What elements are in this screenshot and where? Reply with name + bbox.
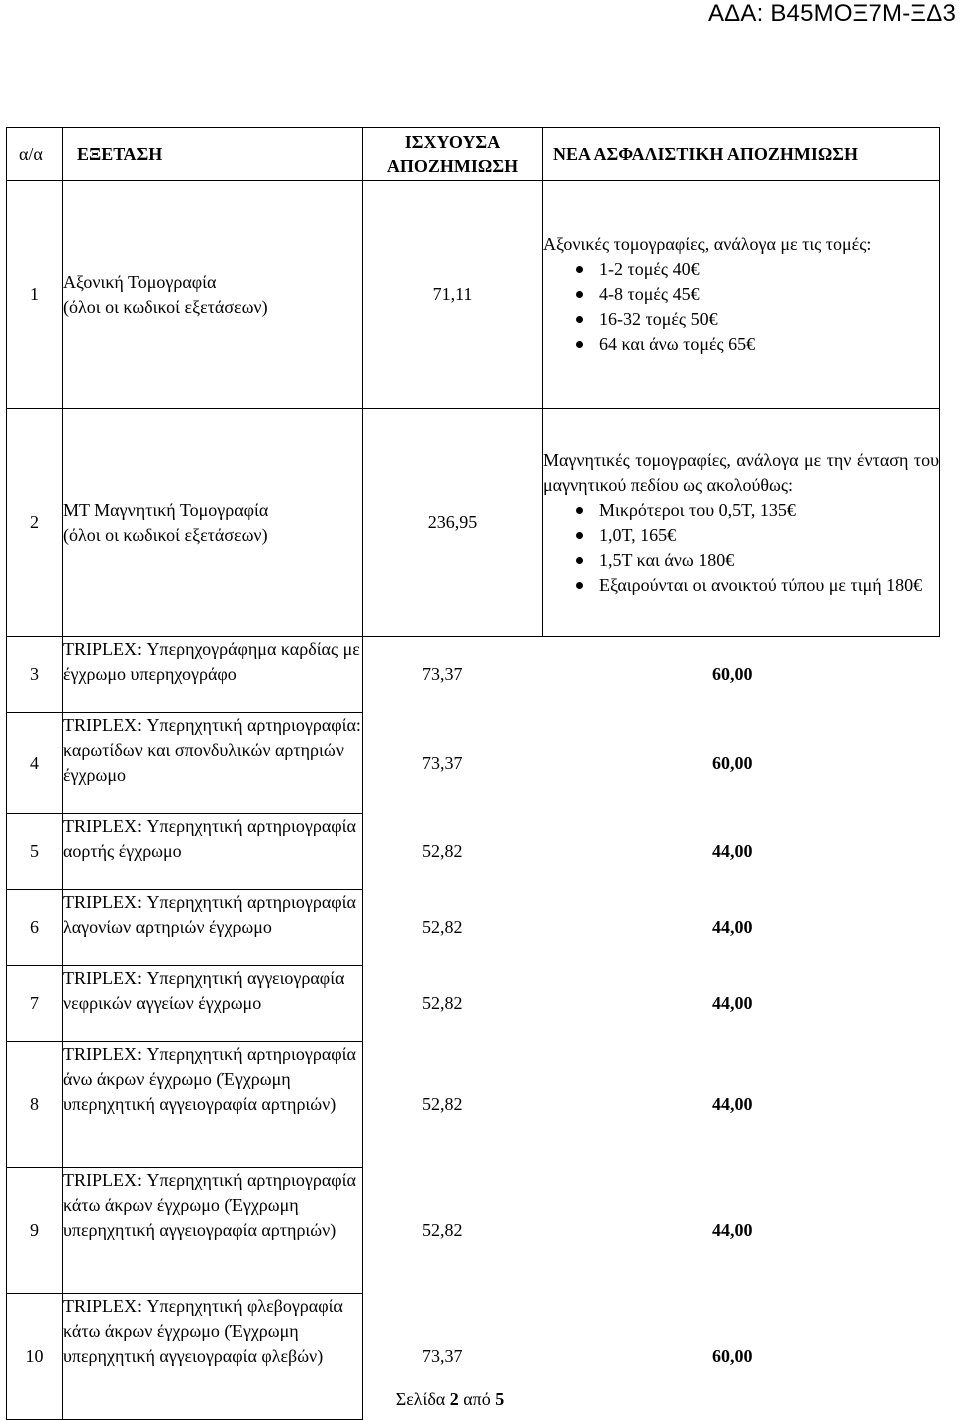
row-values bbox=[363, 890, 940, 966]
header-current-line1: ΙΣΧΥΟΥΣΑ bbox=[404, 132, 501, 152]
new-value: 44,00 bbox=[712, 993, 753, 1013]
row-num: 10 bbox=[7, 1294, 63, 1420]
row-exam: TRIPLEX: Υπερηχητική αρτηριογραφία άνω άκρων έγχρωμο (Έγχρωμη υπερηχητική αγγειογραφία αρτηριών) bbox=[63, 1042, 363, 1168]
row-current: 236,95 bbox=[363, 409, 543, 637]
table-row bbox=[7, 814, 940, 890]
row-num: 6 bbox=[7, 890, 63, 966]
new-intro: Αξονικές τομογραφίες, ανάλογα με τις τομές: bbox=[543, 234, 872, 254]
row-current: 71,11 bbox=[363, 181, 543, 409]
row-values bbox=[363, 1168, 940, 1294]
row-exam bbox=[63, 409, 363, 637]
row-num: 1 bbox=[7, 181, 63, 409]
footer-middle: από bbox=[458, 1389, 496, 1409]
header-current-line2: ΑΠΟΖΗΜΙΩΣΗ bbox=[386, 156, 519, 176]
row-num: 3 bbox=[7, 637, 63, 713]
row-exam: TRIPLEX: Υπερηχογράφημα καρδίας με έγχρωμο υπερηχογράφο bbox=[63, 637, 363, 713]
row-values bbox=[363, 637, 940, 713]
row-exam bbox=[63, 181, 363, 409]
header-new: ΝΕΑ ΑΣΦΑΛΙΣΤΙΚΗ ΑΠΟΖΗΜΙΩΣΗ bbox=[543, 128, 940, 181]
current-value: 73,37 bbox=[422, 664, 463, 685]
row-num: 5 bbox=[7, 814, 63, 890]
row-exam: TRIPLEX: Υπερηχητική αρτηριογραφία αορτής έγχρωμο bbox=[63, 814, 363, 890]
current-value: 73,37 bbox=[422, 1346, 463, 1366]
row-exam: TRIPLEX: Υπερηχητική αγγειογραφία νεφρικών αγγείων έγχρωμο bbox=[63, 966, 363, 1042]
footer-page-total: 5 bbox=[495, 1389, 505, 1409]
current-value: 52,82 bbox=[422, 993, 463, 1013]
row-exam: TRIPLEX: Υπερηχητική αρτηριογραφία λαγονίων αρτηριών έγχρωμο bbox=[63, 890, 363, 966]
list-item: 64 και άνω τομές 65€ bbox=[599, 332, 939, 357]
list-item: 4-8 τομές 45€ bbox=[599, 282, 939, 307]
bullet-list bbox=[543, 498, 939, 598]
table-row bbox=[7, 1168, 940, 1294]
header-exam: ΕΞΕΤΑΣΗ bbox=[63, 128, 363, 181]
row-num: 7 bbox=[7, 966, 63, 1042]
new-value: 60,00 bbox=[712, 664, 753, 685]
table-row bbox=[7, 890, 940, 966]
list-item: 1,0T, 165€ bbox=[599, 523, 939, 548]
current-value: 52,82 bbox=[422, 841, 463, 861]
current-value: 52,82 bbox=[422, 1094, 463, 1114]
exam-line: (όλοι οι κωδικοί εξετάσεων) bbox=[63, 524, 268, 545]
bullet-list bbox=[543, 257, 939, 357]
row-exam: TRIPLEX: Υπερηχητική φλεβογραφία κάτω άκρων έγχρωμο (Έγχρωμη υπερηχητική αγγειογραφία φλεβών) bbox=[63, 1294, 363, 1420]
row-exam: TRIPLEX: Υπερηχητική αρτηριογραφία: καρωτίδων και σπονδυλικών αρτηριών έγχρωμο bbox=[63, 713, 363, 814]
row-values bbox=[363, 966, 940, 1042]
row-values bbox=[363, 1042, 940, 1168]
row-exam: TRIPLEX: Υπερηχητική αρτηριογραφία κάτω άκρων έγχρωμο (Έγχρωμη υπερηχητική αγγειογραφία αρτηριών) bbox=[63, 1168, 363, 1294]
row-new bbox=[543, 181, 940, 409]
row-num: 4 bbox=[7, 713, 63, 814]
page-footer bbox=[0, 1389, 900, 1410]
list-item: 1-2 τομές 40€ bbox=[599, 257, 939, 282]
current-value: 52,82 bbox=[422, 917, 463, 937]
header-current bbox=[363, 128, 543, 181]
row-new bbox=[543, 409, 940, 637]
table-row bbox=[7, 637, 940, 713]
table-header-row bbox=[7, 128, 940, 181]
list-item: Μικρότεροι του 0,5T, 135€ bbox=[599, 498, 939, 523]
exam-line: (όλοι οι κωδικοί εξετάσεων) bbox=[63, 296, 268, 317]
new-value: 60,00 bbox=[712, 752, 753, 773]
table-row bbox=[7, 181, 940, 409]
table-row bbox=[7, 409, 940, 637]
list-item: 1,5T και άνω 180€ bbox=[599, 548, 939, 573]
new-value: 44,00 bbox=[712, 841, 753, 861]
new-value: 44,00 bbox=[712, 1220, 753, 1240]
row-values bbox=[363, 713, 940, 814]
header-num: α/α bbox=[7, 128, 63, 181]
exam-line: Αξονική Τομογραφία bbox=[63, 271, 217, 292]
footer-page-number: 2 bbox=[449, 1389, 459, 1409]
list-item: Εξαιρούνται οι ανοικτού τύπου με τιμή 180€ bbox=[599, 573, 939, 598]
new-value: 60,00 bbox=[712, 1346, 753, 1366]
row-values bbox=[363, 814, 940, 890]
current-value: 52,82 bbox=[422, 1220, 463, 1240]
compensation-table bbox=[6, 127, 940, 1420]
exam-line: ΜΤ Μαγνητική Τομογραφία bbox=[63, 499, 269, 520]
new-value: 44,00 bbox=[712, 917, 753, 937]
row-num: 2 bbox=[7, 409, 63, 637]
table-row bbox=[7, 1042, 940, 1168]
ada-code: ΑΔΑ: Β45ΜΟΞ7Μ-ΞΔ3 bbox=[707, 0, 956, 27]
row-num: 8 bbox=[7, 1042, 63, 1168]
new-value: 44,00 bbox=[712, 1094, 753, 1114]
table-row bbox=[7, 966, 940, 1042]
table-row bbox=[7, 713, 940, 814]
footer-prefix: Σελίδα bbox=[395, 1389, 450, 1409]
new-intro: Μαγνητικές τομογραφίες, ανάλογα με την ένταση του μαγνητικού πεδίου ως ακολούθως: bbox=[543, 449, 939, 495]
list-item: 16-32 τομές 50€ bbox=[599, 307, 939, 332]
current-value: 73,37 bbox=[422, 752, 463, 773]
row-num: 9 bbox=[7, 1168, 63, 1294]
